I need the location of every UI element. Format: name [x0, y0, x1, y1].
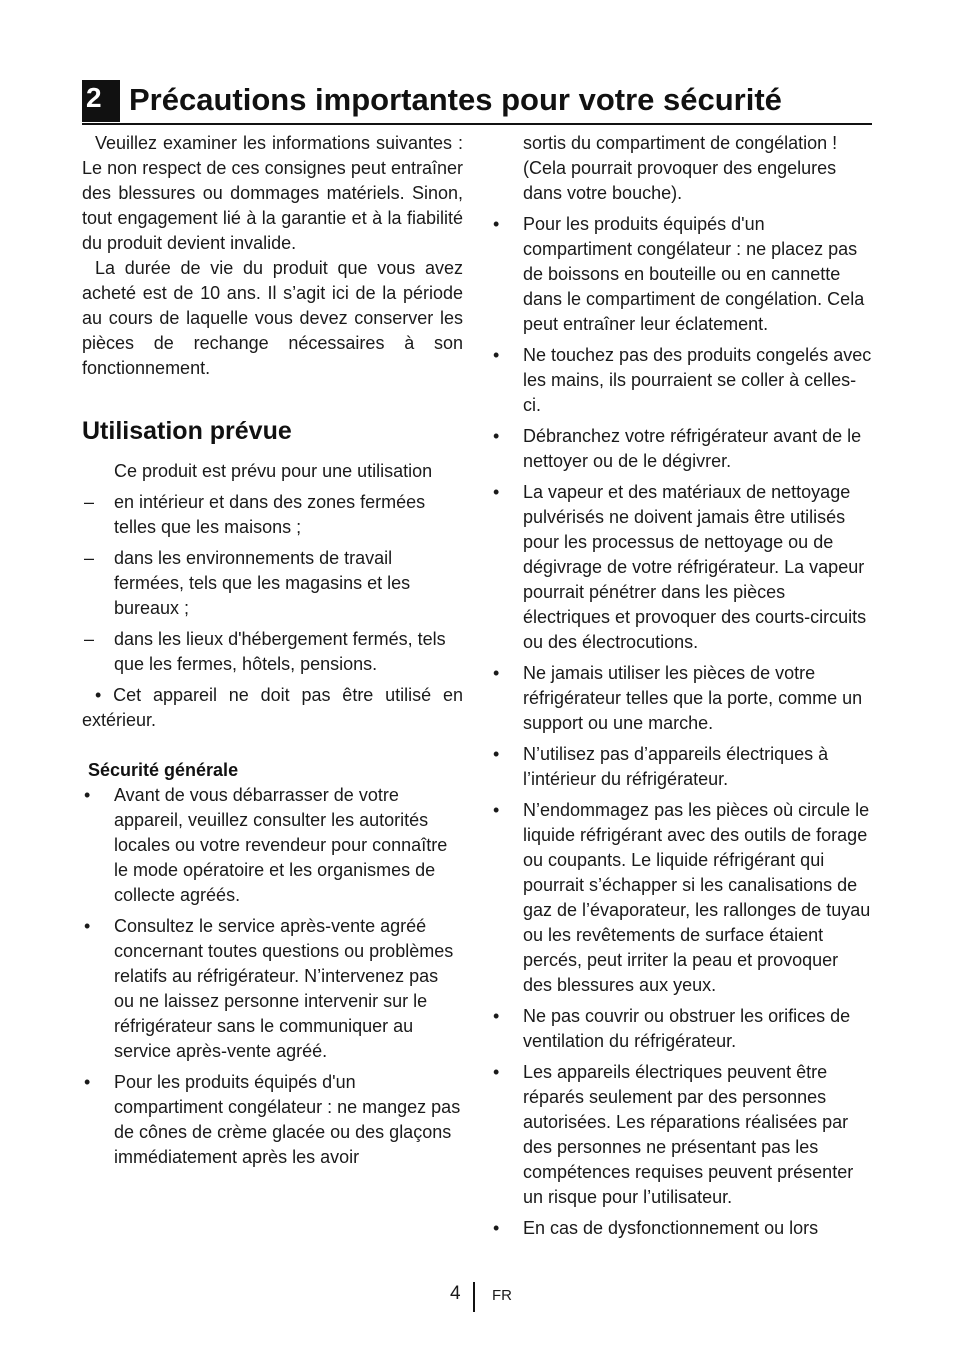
list-item: • N’endommagez pas les pièces où circule le liquide réfrigérant avec des outils de forage ou coupants. Le liquide réfrigérant qui pourrait s’échapper si les canalisations de gaz de l’évaporateur, les rallonges de tuyau ou les revêtements de surface étaient percés, peut irriter la peau et provoquer des blessures aux yeux. — [493, 800, 871, 995]
section-header — [82, 80, 872, 125]
bullet-marker: • — [493, 1062, 500, 1082]
list-item: • Ne pas couvrir ou obstruer les orifices de ventilation du réfrigérateur. — [493, 1006, 851, 1051]
list-item: • Pour les produits équipés d'un compartiment congélateur : ne mangez pas de cônes de crème glacée ou des glaçons immédiatement après les avoir — [84, 1072, 461, 1167]
footer-divider — [473, 1282, 475, 1312]
bullet-marker: • — [493, 426, 500, 446]
intro-paragraph-1: Veuillez examiner les informations suivantes : Le non respect de ces consignes peut entraîner des blessures ou dommages matériels. Sinon, tout engagement lié à la garantie et à la fiabilité du produit devient invalide. — [82, 133, 463, 253]
list-item: • Avant de vous débarrasser de votre appareil, veuillez consulter les autorités locales ou votre revendeur pour connaître le mode opératoire et les organismes de collecte agréés. — [84, 785, 448, 905]
list-item: • En cas de dysfonctionnement ou lors — [491, 1216, 872, 1241]
intended-use-list — [82, 490, 463, 677]
bullet-marker: • — [493, 345, 500, 365]
list-item: • La vapeur et des matériaux de nettoyage pulvérisés ne doivent jamais être utilisés pour les processus de nettoyage ou de dégivrage de votre réfrigérateur. La vapeur pourrait pénétrer dans les pièces électriques et provoquer des courts-circuits ou des électrocutions. — [493, 482, 867, 652]
general-safety-list-left — [82, 783, 463, 1170]
list-item: • Les appareils électriques peuvent être réparés seulement par des personnes autorisées. Les réparations réalisées par des personnes ne présentant pas les compétences requises peuvent présenter un risque pour l’utilisateur. — [493, 1062, 854, 1207]
dash-marker: – — [84, 629, 95, 649]
list-item: • Ne touchez pas des produits congelés avec les mains, ils pourraient se coller à celles-ci. — [493, 345, 872, 415]
list-item: – dans les lieux d'hébergement fermés, tels que les fermes, hôtels, pensions. — [84, 629, 446, 674]
outdoor-note: • Cet appareil ne doit pas être utilisé en extérieur. — [82, 685, 463, 730]
language-code: FR — [492, 1287, 512, 1304]
bullet-marker: • — [493, 1006, 500, 1026]
list-item: • Consultez le service après-vente agréé concernant toutes questions ou problèmes relatifs au réfrigérateur. N’intervenez pas ou ne laissez personne intervenir sur le réfrigérateur sans le communiquer au service après-vente agréé. — [84, 916, 454, 1061]
list-item: • Pour les produits équipés d'un compartiment congélateur : ne placez pas de boissons en bouteille ou en cannette dans le compartiment de congélation. Cela peut entraîner leur éclatement. — [493, 214, 865, 334]
list-item: – dans les environnements de travail fermées, tels que les magasins et les bureaux ; — [84, 548, 411, 618]
bullet-marker: • — [84, 785, 91, 805]
continued-item: sortis du compartiment de congélation ! (Cela pourrait provoquer des engelures dans votre bouche). — [523, 133, 838, 203]
left-column — [82, 131, 463, 1170]
right-column — [491, 131, 872, 1241]
bullet-marker: • — [493, 800, 500, 820]
bullet-marker: • — [493, 1218, 500, 1238]
bullet-marker: • — [84, 916, 91, 936]
page-footer — [0, 1282, 954, 1312]
list-item: • Débranchez votre réfrigérateur avant de le nettoyer ou de le dégivrer. — [493, 426, 862, 471]
section-number: 2 — [82, 80, 120, 122]
intro-paragraph-2: La durée de vie du produit que vous avez acheté est de 10 ans. Il s’agit ici de la période au cours de laquelle vous devez conserver les pièces de rechange nécessaires à son fonctionnement. — [82, 258, 463, 378]
intended-use-lead: Ce produit est prévu pour une utilisation — [114, 461, 433, 481]
list-item: • N’utilisez pas d’appareils électriques à l’intérieur du réfrigérateur. — [493, 744, 829, 789]
page-number: 4 — [450, 1283, 461, 1304]
general-safety-list-right — [491, 212, 872, 1241]
list-item: – en intérieur et dans des zones fermées telles que les maisons ; — [84, 492, 426, 537]
dash-marker: – — [84, 492, 95, 512]
section-title: Précautions importantes pour votre sécurité — [129, 82, 782, 117]
bullet-marker: • — [493, 744, 500, 764]
general-safety-heading: Sécurité générale — [88, 760, 239, 780]
dash-marker: – — [84, 548, 95, 568]
bullet-marker: • — [493, 214, 500, 234]
bullet-marker: • — [493, 482, 500, 502]
list-item: • Ne jamais utiliser les pièces de votre réfrigérateur telles que la porte, comme un support ou une marche. — [493, 663, 863, 733]
bullet-marker: • — [84, 1072, 91, 1092]
bullet-marker: • — [493, 663, 500, 683]
intended-use-heading: Utilisation prévue — [82, 417, 292, 445]
